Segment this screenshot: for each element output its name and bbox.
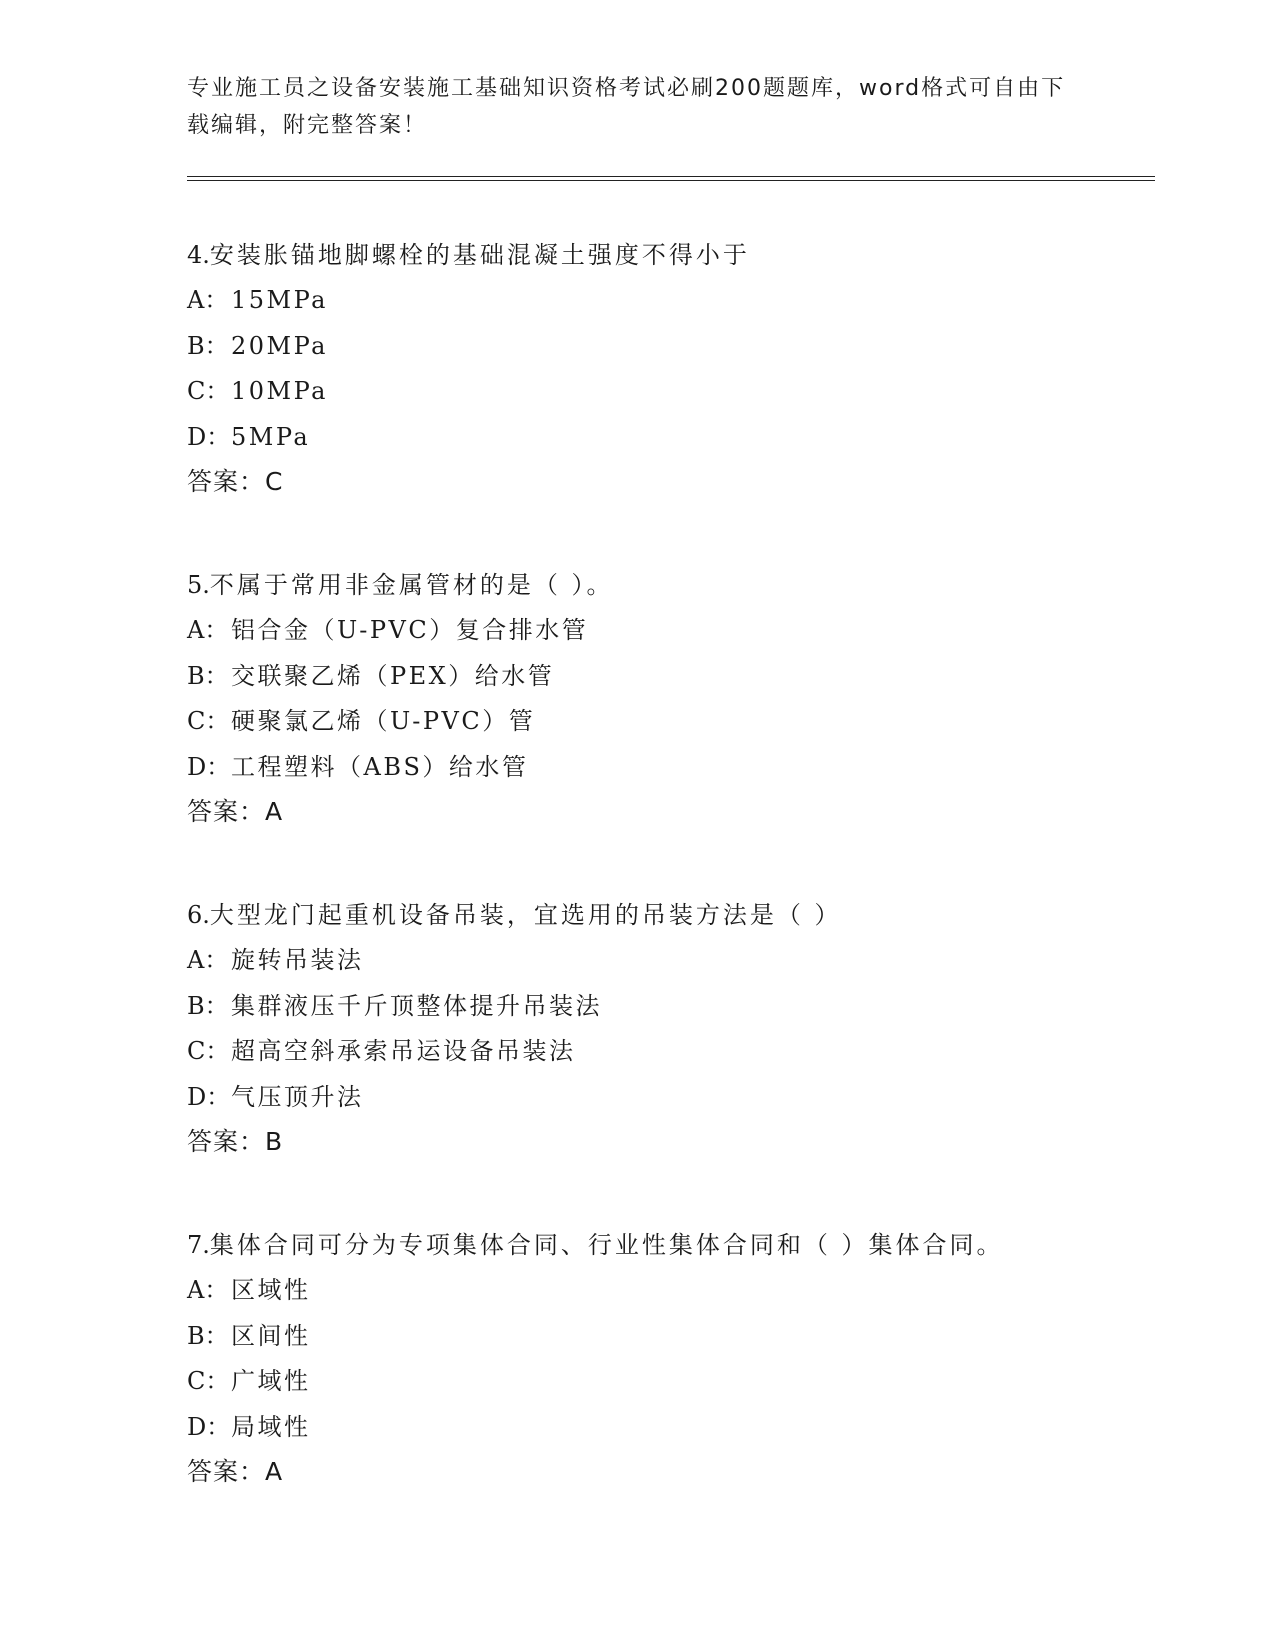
option-c: [187, 699, 1187, 745]
option-letter: A：: [187, 1276, 229, 1304]
answer-line: 答案：A: [187, 797, 284, 826]
option-a: [187, 278, 1187, 324]
option-text: 5MPa: [231, 422, 311, 451]
option-d: [187, 1405, 1187, 1451]
answer-line: 答案：B: [187, 1127, 284, 1156]
option-letter: D：: [187, 422, 231, 451]
option-d: [187, 415, 1187, 461]
option-c: [187, 1359, 1187, 1405]
question-5: [187, 562, 1187, 834]
question-number: 6.: [187, 901, 210, 929]
question-4: [187, 232, 1187, 504]
option-text: 广域性: [231, 1367, 311, 1395]
question-text: 集体合同可分为专项集体合同、行业性集体合同和（ ）集体合同。: [209, 1231, 1004, 1259]
question-list: [187, 232, 1187, 1552]
question-text: 不属于常用非金属管材的是（ ）。: [209, 571, 614, 599]
option-letter: B：: [187, 331, 229, 360]
option-text: 超高空斜承索吊运设备吊装法: [231, 1037, 576, 1065]
option-letter: D：: [187, 752, 231, 781]
option-text: 交联聚乙烯（PEX）给水管: [231, 661, 555, 690]
option-c: [187, 1029, 1187, 1075]
answer-line: 答案：C: [187, 467, 284, 496]
option-text: 局域性: [231, 1412, 311, 1441]
option-a: [187, 938, 1187, 984]
question-number: 7.: [187, 1231, 210, 1259]
option-text: 10MPa: [231, 377, 328, 405]
option-text: 15MPa: [231, 286, 328, 314]
option-a: [187, 1268, 1187, 1314]
option-letter: D：: [187, 1082, 231, 1111]
option-letter: C：: [187, 1037, 230, 1065]
question-title: [187, 232, 1187, 278]
question-text: 大型龙门起重机设备吊装，宜选用的吊装方法是（ ）: [209, 901, 842, 929]
header-text: 专业施工员之设备安装施工基础知识资格考试必刷200题题库，word格式可自由下载编辑，附完整答案！: [187, 76, 1066, 138]
question-title: [187, 562, 1187, 608]
option-b: [187, 1314, 1187, 1360]
option-text: 铝合金（U-PVC）复合排水管: [231, 616, 589, 644]
option-letter: B：: [187, 991, 229, 1020]
question-7: [187, 1222, 1187, 1494]
question-title: [187, 892, 1187, 938]
question-text: 安装胀锚地脚螺栓的基础混凝土强度不得小于: [209, 241, 750, 269]
option-letter: A：: [187, 286, 229, 314]
option-letter: D：: [187, 1412, 231, 1441]
option-letter: B：: [187, 661, 229, 690]
option-letter: C：: [187, 377, 230, 405]
option-letter: C：: [187, 1367, 230, 1395]
option-text: 集群液压千斤顶整体提升吊装法: [231, 991, 602, 1020]
option-letter: A：: [187, 946, 229, 974]
option-c: [187, 369, 1187, 415]
option-text: 区域性: [231, 1276, 311, 1304]
option-text: 20MPa: [231, 331, 328, 360]
option-d: [187, 745, 1187, 791]
option-letter: C：: [187, 707, 230, 735]
question-number: 4.: [187, 241, 210, 269]
option-a: [187, 608, 1187, 654]
option-b: [187, 984, 1187, 1030]
document-header: [187, 70, 1067, 144]
option-text: 区间性: [231, 1321, 311, 1350]
option-text: 旋转吊装法: [231, 946, 364, 974]
option-letter: A：: [187, 616, 229, 644]
question-number: 5.: [187, 571, 210, 599]
option-letter: B：: [187, 1321, 229, 1350]
option-text: 气压顶升法: [231, 1082, 364, 1111]
option-text: 工程塑料（ABS）给水管: [231, 752, 529, 781]
option-text: 硬聚氯乙烯（U-PVC）管: [231, 707, 536, 735]
option-b: [187, 654, 1187, 700]
option-b: [187, 324, 1187, 370]
option-d: [187, 1075, 1187, 1121]
question-6: [187, 892, 1187, 1164]
question-title: [187, 1222, 1187, 1268]
answer-line: 答案：A: [187, 1457, 284, 1486]
header-double-rule: [187, 176, 1155, 181]
